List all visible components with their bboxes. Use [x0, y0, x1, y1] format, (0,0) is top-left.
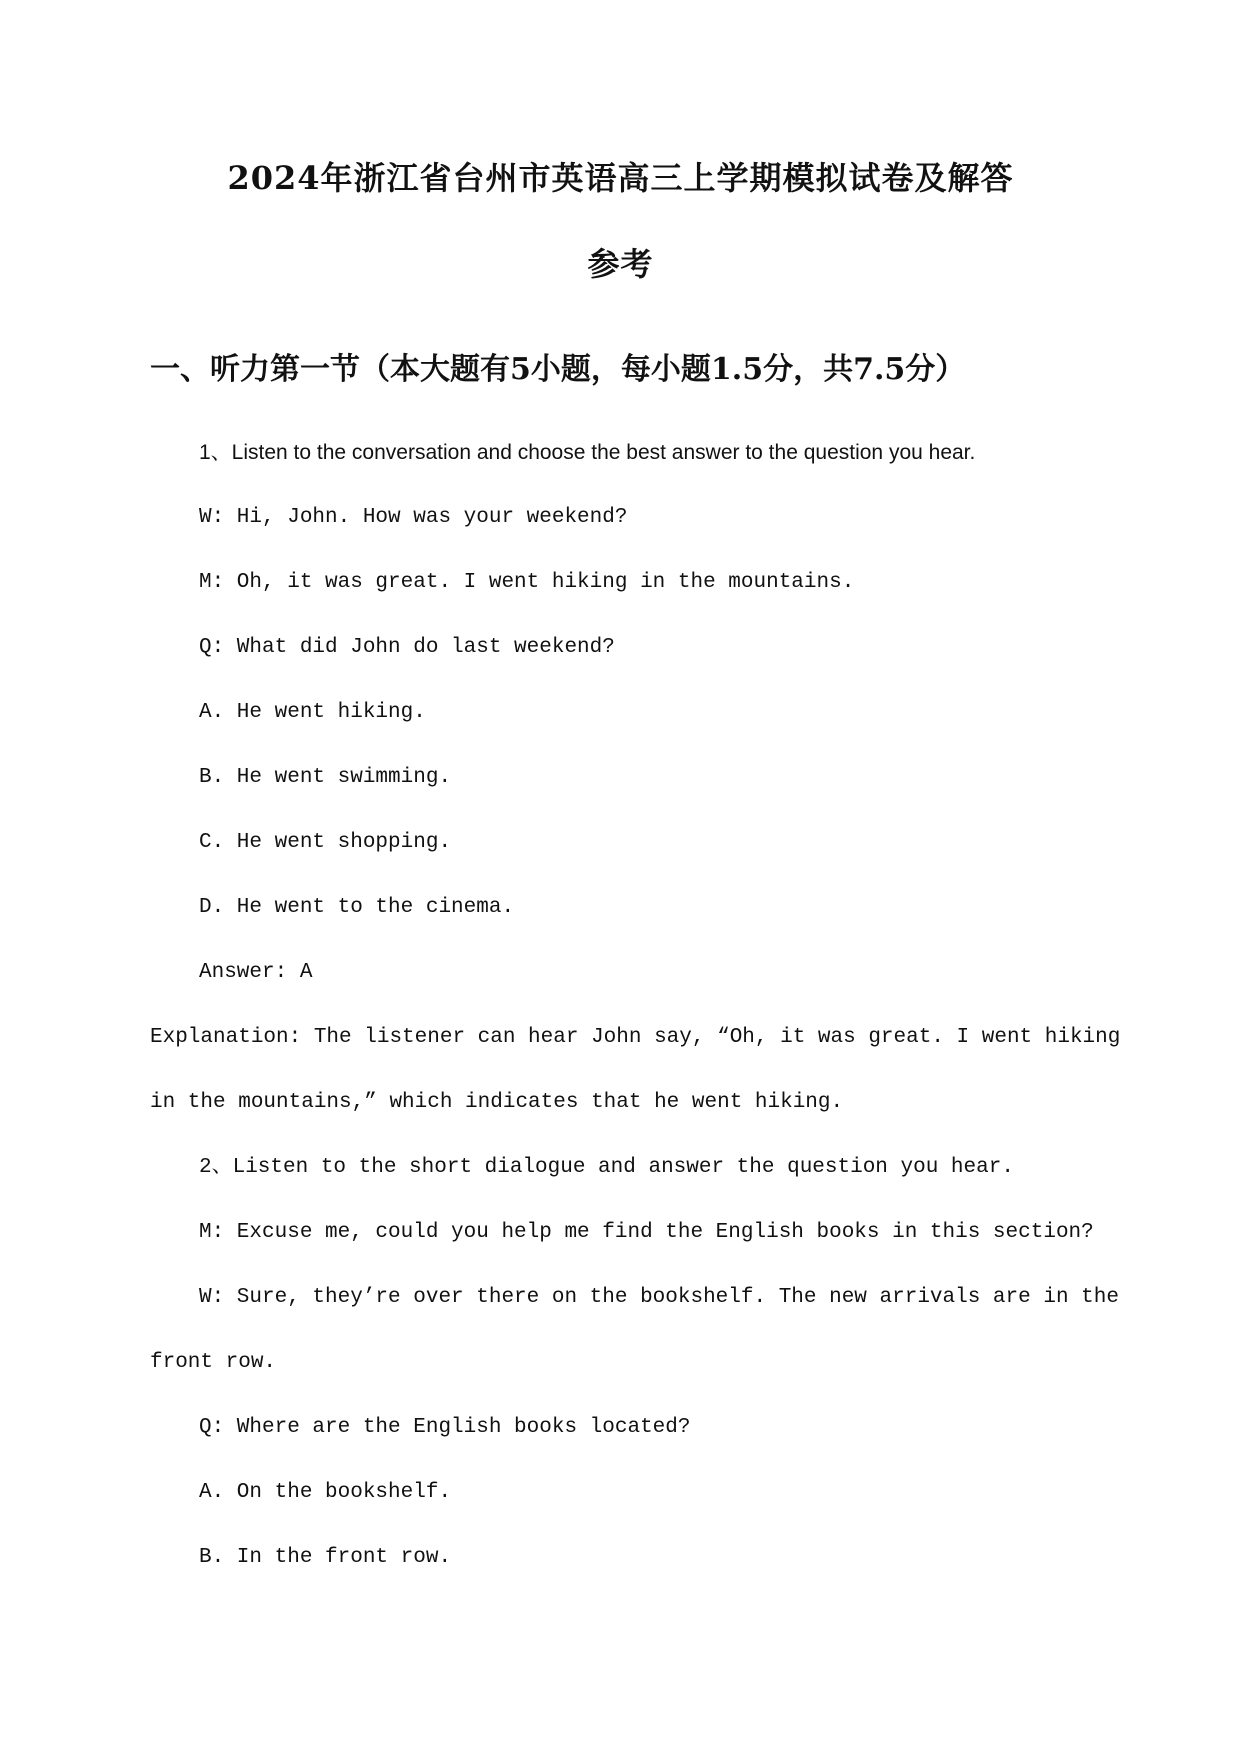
question-1-option-b: B. He went swimming.	[199, 766, 452, 789]
question-1-question: Q: What did John do last weekend?	[199, 636, 615, 659]
question-1-option-d: D. He went to the cinema.	[199, 896, 515, 919]
question-1-woman-line: W: Hi, John. How was your weekend?	[199, 506, 628, 529]
question-2-option-b: B. In the front row.	[199, 1546, 452, 1569]
question-2-question: Q: Where are the English books located?	[199, 1416, 691, 1439]
document-title-continued: 参考	[587, 245, 654, 283]
question-1-option-c: C. He went shopping.	[199, 831, 452, 854]
question-2-prompt: 2、Listen to the short dialogue and answer the question you hear.	[199, 1156, 1014, 1179]
question-1-prompt: 1、Listen to the conversation and choose the best answer to the question you hear.	[199, 441, 976, 464]
question-1-explanation-continued: in the mountains,” which indicates that he went hiking.	[150, 1091, 844, 1114]
question-1-man-line: M: Oh, it was great. I went hiking in the mountains.	[199, 571, 855, 594]
section-heading: 一、听力第一节（本大题有5小题，每小题1.5分，共7.5分）	[150, 352, 966, 387]
question-1-option-a: A. He went hiking.	[199, 701, 426, 724]
question-1-explanation: Explanation: The listener can hear John say, “Oh, it was great. I went hiking	[150, 1026, 1121, 1049]
question-2-option-a: A. On the bookshelf.	[199, 1481, 452, 1504]
question-1-answer: Answer: A	[199, 961, 313, 984]
question-2-woman-line-continued: front row.	[150, 1351, 277, 1374]
question-2-man-line: M: Excuse me, could you help me find the English books in this section?	[199, 1221, 1094, 1244]
document-title: 2024年浙江省台州市英语高三上学期模拟试卷及解答	[227, 159, 1014, 197]
question-2-woman-line: W: Sure, they’re over there on the bookshelf. The new arrivals are in the	[199, 1286, 1119, 1309]
